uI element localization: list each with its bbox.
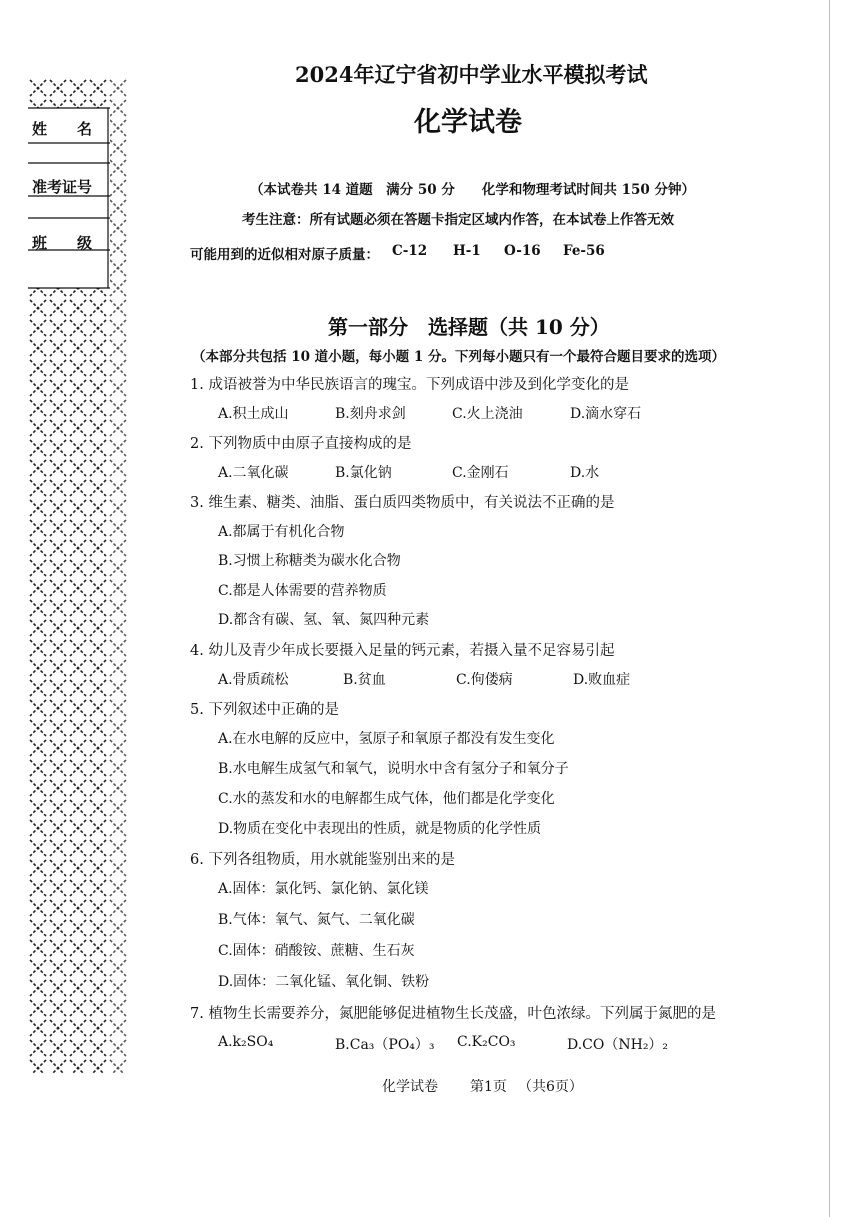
question-2-option-d: D.水 xyxy=(570,465,600,481)
question-4-option-a: A.骨质疏松 xyxy=(218,672,289,688)
footer-subject: 化学试卷 xyxy=(382,1079,438,1095)
atomic-mass-h: H-1 xyxy=(453,243,481,259)
question-5-stem: 5. 下列叙述中正确的是 xyxy=(190,702,339,718)
footer-total-pages: （共6页） xyxy=(518,1079,583,1095)
question-7-stem: 7. 植物生长需要养分，氮肥能够促进植物生长茂盛，叶色浓绿。下列属于氮肥的是 xyxy=(190,1006,716,1022)
question-2-option-c: C.金刚石 xyxy=(452,465,509,481)
section-note: （本部分共包括 10 道小题，每小题 1 分。下列每小题只有一个最符合题目要求的选项） xyxy=(192,349,725,365)
question-7-option-b: B.Ca₃（PO₄）₃ xyxy=(335,1037,435,1053)
question-2-stem: 2. 下列物质中由原子直接构成的是 xyxy=(190,436,412,452)
binding-margin-pattern xyxy=(28,78,128,1073)
question-4-stem: 4. 幼儿及青少年成长要摄入足量的钙元素，若摄入量不足容易引起 xyxy=(190,643,615,659)
question-7-option-d: D.CO（NH₂）₂ xyxy=(567,1037,669,1053)
question-7-option-c: C.K₂CO₃ xyxy=(457,1034,516,1050)
section-title: 第一部分 选择题（共 10 分） xyxy=(328,315,610,339)
page-edge-line xyxy=(829,0,830,1217)
atomic-mass-fe: Fe-56 xyxy=(563,243,605,259)
question-4-option-d: D.败血症 xyxy=(573,672,631,688)
question-2-option-a: A.二氧化碳 xyxy=(218,465,289,481)
question-1-option-d: D.滴水穿石 xyxy=(570,406,642,422)
question-5-option-c: C.水的蒸发和水的电解都生成气体，他们都是化学变化 xyxy=(218,791,555,807)
question-2-option-b: B.氯化钠 xyxy=(335,465,392,481)
atomic-mass-c: C-12 xyxy=(392,243,428,259)
question-6-option-d: D.固体：二氧化锰、氧化铜、铁粉 xyxy=(218,974,430,990)
exam-title: 2024年辽宁省初中学业水平模拟考试 xyxy=(295,62,648,87)
footer-page-number: 第1页 xyxy=(470,1079,507,1095)
question-6-option-b: B.气体：氧气、氮气、二氧化碳 xyxy=(218,912,415,928)
paper-subtitle: 化学试卷 xyxy=(414,107,522,138)
question-6-option-a: A.固体：氯化钙、氯化钠、氯化镁 xyxy=(218,881,429,897)
question-1-option-b: B.刻舟求剑 xyxy=(335,406,406,422)
question-1-option-c: C.火上浇油 xyxy=(452,406,523,422)
question-6-stem: 6. 下列各组物质，用水就能鉴别出来的是 xyxy=(190,852,455,868)
question-1-option-a: A.积土成山 xyxy=(218,406,289,422)
exam-id-field-label: 准考证号 xyxy=(32,178,93,196)
atomic-mass-label: 可能用到的近似相对原子质量： xyxy=(190,247,379,263)
exam-info: （本试卷共 14 道题 满分 50 分 化学和物理考试时间共 150 分钟） xyxy=(250,182,695,198)
atomic-mass-o: O-16 xyxy=(504,243,541,259)
class-field-label: 班 级 xyxy=(32,234,93,252)
question-3-option-d: D.都含有碳、氢、氧、氮四种元素 xyxy=(218,612,430,628)
question-6-option-c: C.固体：硝酸铵、蔗糖、生石灰 xyxy=(218,943,415,959)
name-field-label: 姓 名 xyxy=(32,120,93,138)
question-3-stem: 3. 维生素、糖类、油脂、蛋白质四类物质中，有关说法不正确的是 xyxy=(190,495,615,511)
question-5-option-d: D.物质在变化中表现出的性质，就是物质的化学性质 xyxy=(218,821,542,837)
question-1-stem: 1. 成语被誉为中华民族语言的瑰宝。下列成语中涉及到化学变化的是 xyxy=(190,377,629,393)
question-3-option-b: B.习惯上称糖类为碳水化合物 xyxy=(218,553,401,569)
question-5-option-a: A.在水电解的反应中，氢原子和氧原子都没有发生变化 xyxy=(218,731,555,747)
question-3-option-a: A.都属于有机化合物 xyxy=(218,524,345,540)
question-3-option-c: C.都是人体需要的营养物质 xyxy=(218,583,387,599)
question-4-option-b: B.贫血 xyxy=(343,672,386,688)
exam-notice: 考生注意：所有试题必须在答题卡指定区域内作答，在本试卷上作答无效 xyxy=(242,212,674,228)
question-7-option-a: A.k₂SO₄ xyxy=(218,1034,274,1050)
question-4-option-c: C.佝偻病 xyxy=(456,672,513,688)
question-5-option-b: B.水电解生成氢气和氧气，说明水中含有氢分子和氧分子 xyxy=(218,761,569,777)
